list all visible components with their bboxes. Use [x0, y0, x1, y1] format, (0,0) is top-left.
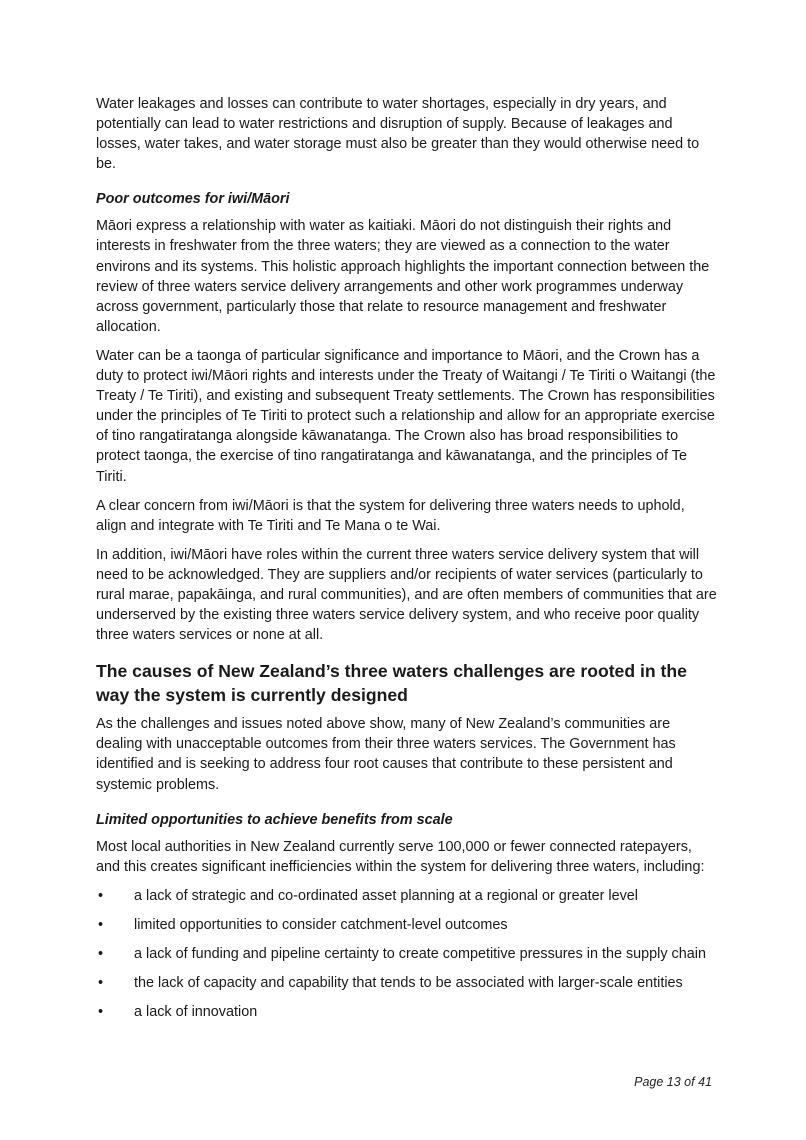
page-number: Page 13 of 41 — [634, 1075, 712, 1089]
section-heading-causes: The causes of New Zealand’s three waters challenges are rooted in the way the system is currently designed — [96, 661, 687, 706]
subheading-poor-outcomes-maori: Poor outcomes for iwi/Māori — [96, 191, 290, 208]
list-item — [96, 1002, 718, 1022]
paragraph-water-leakages: Water leakages and losses can contribute to water shortages, especially in dry years, and potentially can lead to water restrictions and disruption of supply. Because of leakages and losses, water takes, and water storage must also be greater than they would otherwise need to be. — [96, 96, 700, 173]
list-item — [96, 886, 718, 906]
bullet-icon: • — [98, 946, 104, 962]
list-item-text: the lack of capacity and capability that tends to be associated with larger-scale entities — [134, 975, 683, 992]
list-item-text: a lack of funding and pipeline certainty to create competitive pressures in the supply chain — [134, 946, 706, 962]
document-page — [96, 94, 718, 1031]
bullet-list-inefficiencies — [96, 886, 718, 1022]
subheading-benefits-from-scale: Limited opportunities to achieve benefits from scale — [96, 811, 453, 828]
paragraph-roles: In addition, iwi/Māori have roles within the current three waters service delivery system that will need to be acknowledged. They are suppliers and/or recipients of water services (particularly to rural marae, papakāinga, and rural communities), and are often members of communities that are underserved by the existing three waters service delivery system, and who receive poor quality three waters services or none at all. — [96, 546, 717, 644]
bullet-icon: • — [98, 916, 104, 933]
paragraph-taonga: Water can be a taonga of particular significance and importance to Māori, and the Crown has a duty to protect iwi/Māori rights and interests under the Treaty of Waitangi / Te Tiriti o Waitangi (the Treaty / Te Tiriti), and existing and subsequent Treaty settlements. The Crown has responsibilities under the principles of Te Tiriti to protect such a relationship and allow for an appropriate exercise of tino rangatiratanga alongside kāwanatanga. The Crown also has broad responsibilities to protect taonga, the exercise of tino rangatiratanga and kāwanatanga, and the principles of Te Tiriti. — [96, 347, 716, 485]
bullet-icon: • — [98, 887, 104, 904]
list-item — [96, 915, 718, 935]
bullet-icon: • — [98, 1004, 104, 1021]
paragraph-local-authorities: Most local authorities in New Zealand currently serve 100,000 or fewer connected ratepayers, and this creates significant inefficiencies within the system for delivering three waters, including: — [96, 838, 705, 875]
list-item — [96, 973, 718, 993]
paragraph-kaitiaki: Māori express a relationship with water as kaitiaki. Māori do not distinguish their rights and interests in freshwater from the three waters; they are viewed as a connection to the water environs and its systems. This holistic approach highlights the important connection between the review of three waters service delivery arrangements and other work programmes underway across government, particularly those that relate to resource management and freshwater allocation. — [96, 218, 710, 335]
paragraph-clear-concern: A clear concern from iwi/Māori is that the system for delivering three waters needs to uphold, align and integrate with Te Tiriti and Te Mana o te Wai. — [96, 497, 685, 534]
bullet-icon: • — [98, 975, 104, 992]
list-item-text: a lack of strategic and co-ordinated asset planning at a regional or greater level — [134, 887, 638, 904]
list-item — [96, 944, 718, 964]
list-item-text: limited opportunities to consider catchment-level outcomes — [134, 916, 508, 933]
list-item-text: a lack of innovation — [134, 1004, 258, 1021]
paragraph-challenges: As the challenges and issues noted above show, many of New Zealand’s communities are dealing with unacceptable outcomes from their three waters services. The Government has identified and is seeking to address four root causes that contribute to these persistent and systemic problems. — [96, 716, 676, 793]
